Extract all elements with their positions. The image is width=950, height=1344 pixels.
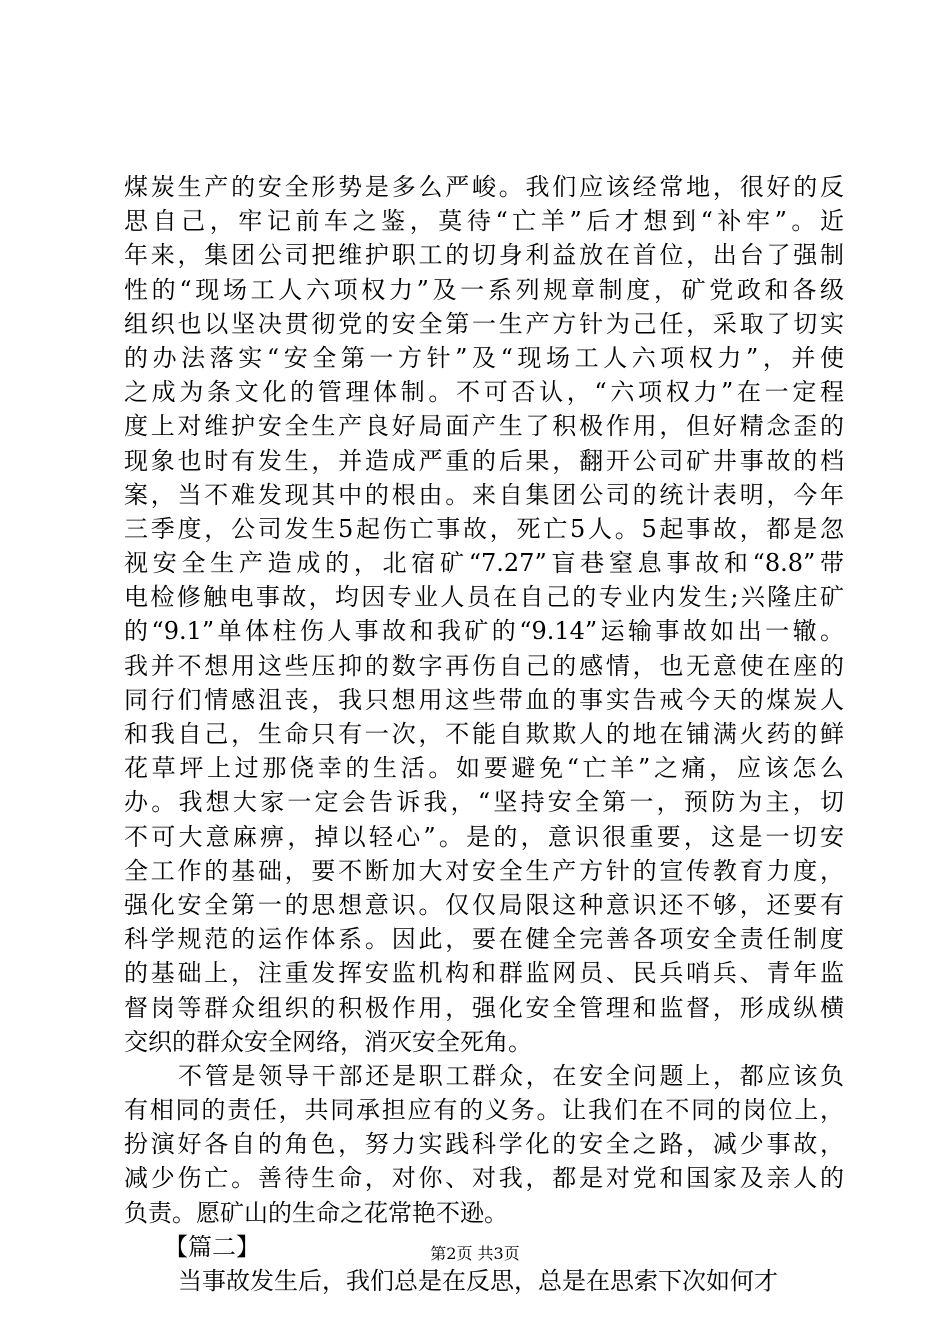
text-line: 性的“现场工人六项权力”及一系列规章制度，矿党政和各级 [124, 275, 844, 304]
text-line: 度上对维护安全生产良好局面产生了积极作用，但好精念歪的 [124, 412, 844, 441]
text-line: 的“9.1”单体柱伤人事故和我矿的“9.14”运输事故如出一辙。 [124, 617, 844, 646]
text-line: 的基础上，注重发挥安监机构和群监网员、民兵哨兵、青年监 [124, 959, 844, 988]
text-line: 煤炭生产的安全形势是多么严峻。我们应该经常地，很好的反 [124, 173, 844, 201]
paragraph-2 [124, 1059, 844, 1230]
text-line: 花草坪上过那侥幸的生活。如要避免“亡羊”之痛，应该怎么 [124, 754, 844, 783]
text-line: 强化安全第一的思想意识。仅仅局限这种意识还不够，还要有 [124, 890, 844, 919]
text-line: 负责。愿矿山的生命之花常艳不逊。 [124, 1198, 508, 1227]
page-number-footer: 第2页 共3页 [430, 1244, 520, 1263]
text-line: 三季度，公司发生5起伤亡事故，死亡5人。5起事故，都是忽 [124, 514, 844, 543]
paragraph-1 [124, 170, 844, 1059]
text-line: 全工作的基础，要不断加大对安全生产方针的宣传教育力度， [124, 856, 844, 885]
text-line: 之成为条文化的管理体制。不可否认，“六项权力”在一定程 [124, 378, 844, 407]
text-line: 办。我想大家一定会告诉我，“坚持安全第一，预防为主，切 [124, 788, 844, 817]
text-line: 和我自己，生命只有一次，不能自欺欺人的地在铺满火药的鲜 [124, 720, 844, 748]
text-line: 督岗等群众组织的积极作用，强化安全管理和监督，形成纵横 [124, 993, 844, 1022]
text-line: 不可大意麻痹，掉以轻心”。是的，意识很重要，这是一切安 [124, 822, 844, 851]
document-body [124, 170, 844, 1298]
text-line: 扮演好各自的角色，努力实践科学化的安全之路，减少事故， [124, 1130, 844, 1159]
text-line: 我并不想用这些压抑的数字再伤自己的感情，也无意使在座的 [124, 651, 844, 680]
text-line: 有相同的责任，共同承担应有的义务。让我们在不同的岗位上， [124, 1096, 844, 1125]
paragraph-3 [124, 1264, 844, 1298]
section-heading: 【篇二】 [164, 1232, 260, 1261]
text-line: 电检修触电事故，均因专业人员在自己的专业内发生;兴隆庄矿 [124, 583, 844, 612]
text-line: 思自己，牢记前车之鉴，莫待“亡羊”后才想到“补牢”。近 [124, 207, 844, 236]
text-line: 科学规范的运作体系。因此，要在健全完善各项安全责任制度 [124, 925, 844, 954]
text-line: 不管是领导干部还是职工群众，在安全问题上，都应该负 [178, 1061, 844, 1090]
text-line: 年来，集团公司把维护职工的切身利益放在首位，出台了强制 [124, 241, 844, 270]
text-line: 视安全生产造成的，北宿矿“7.27”盲巷窒息事故和“8.8”带 [124, 549, 844, 578]
text-line: 减少伤亡。善待生命，对你、对我，都是对党和国家及亲人的 [124, 1164, 844, 1193]
text-line: 案，当不难发现其中的根由。来自集团公司的统计表明，今年 [124, 480, 844, 509]
text-line: 的办法落实“安全第一方针”及“现场工人六项权力”，并使 [124, 343, 844, 372]
text-line: 当事故发生后，我们总是在反思，总是在思索下次如何才 [178, 1267, 778, 1295]
text-line: 现象也时有发生，并造成严重的后果，翻开公司矿井事故的档 [124, 446, 844, 475]
text-line: 交织的群众安全网络，消灭安全死角。 [124, 1027, 532, 1056]
text-line: 组织也以坚决贯彻党的安全第一生产方针为己任，采取了切实 [124, 309, 844, 338]
text-line: 同行们情感沮丧，我只想用这些带血的事实告戒今天的煤炭人 [124, 685, 844, 714]
